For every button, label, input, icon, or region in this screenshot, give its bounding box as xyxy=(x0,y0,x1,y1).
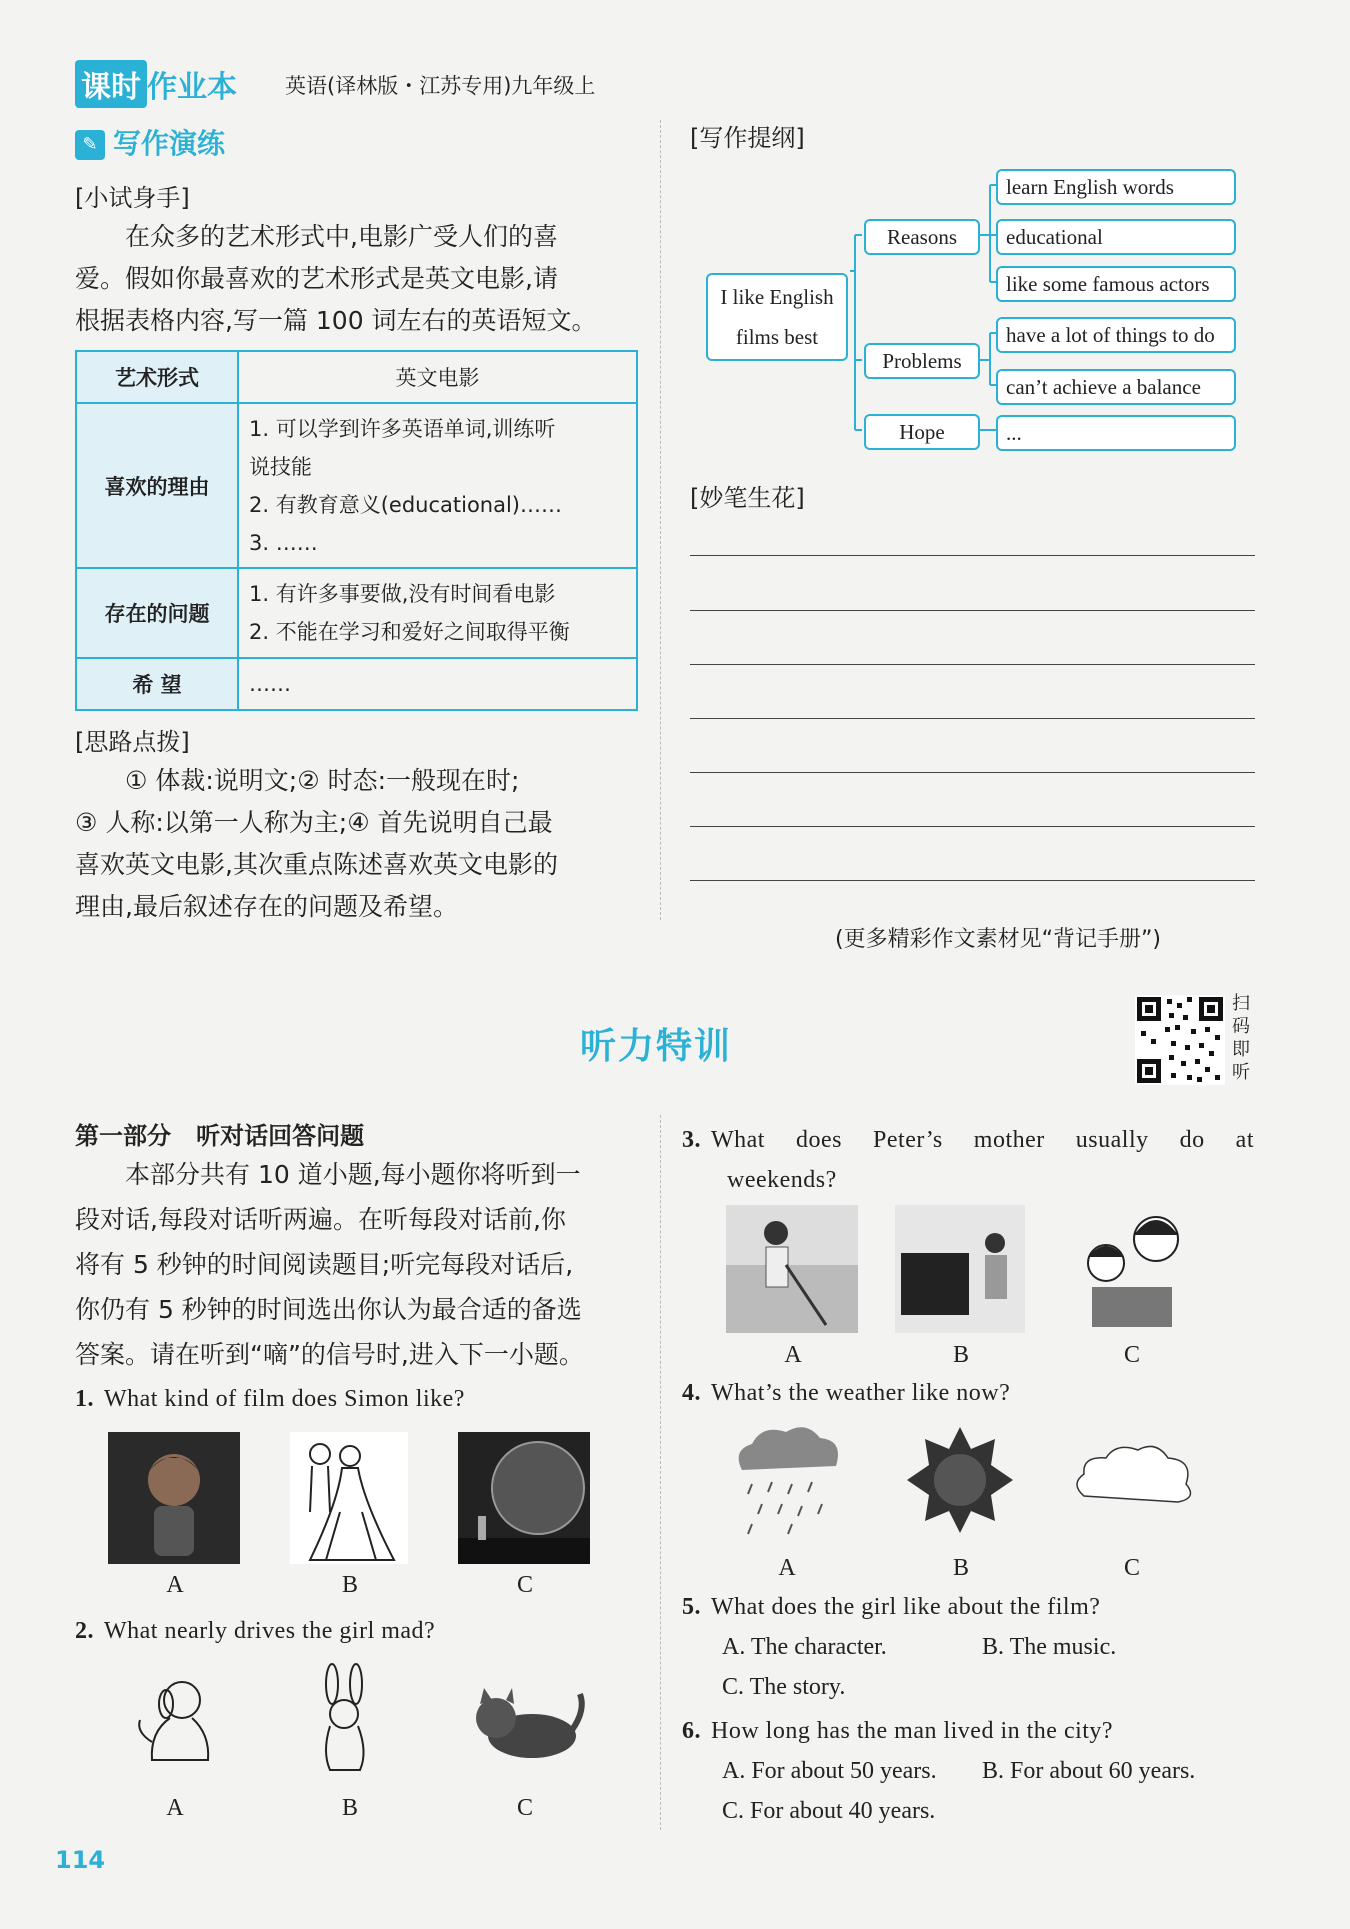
option-label: A xyxy=(166,1795,184,1821)
option-3c-reading-image[interactable] xyxy=(1062,1205,1202,1333)
question-4: 4. What’s the weather like now? xyxy=(682,1380,1011,1406)
outline-leaf: have a lot of things to do xyxy=(996,317,1236,353)
part-title: 第一部分 听对话回答问题 xyxy=(75,1122,365,1150)
option-label: B xyxy=(341,1572,358,1598)
option-label: B xyxy=(341,1795,358,1821)
outline-leaf: learn English words xyxy=(996,169,1236,205)
option-label: C xyxy=(516,1795,533,1821)
writing-line[interactable] xyxy=(690,718,1255,719)
question-6: 6. How long has the man lived in the city? xyxy=(682,1718,1114,1744)
outline-hope: Hope xyxy=(864,414,980,450)
outline-leaf: can’t achieve a balance xyxy=(996,369,1236,405)
outline-leaf: ... xyxy=(996,415,1236,451)
scan-to-listen: 扫 码 即 听 xyxy=(1232,993,1250,1083)
option-2b-rabbit-image[interactable] xyxy=(300,1662,390,1777)
tips-label: [思路点拨] xyxy=(75,728,190,756)
question-2: 2. What nearly drives the girl mad? xyxy=(75,1618,436,1644)
column-divider xyxy=(660,1115,661,1830)
option-label: B xyxy=(952,1342,969,1368)
requirement-table xyxy=(75,350,638,711)
option-label: A xyxy=(778,1555,796,1581)
q6-option-c[interactable]: C. For about 40 years. xyxy=(722,1798,936,1824)
outline-leaf: educational xyxy=(996,219,1236,255)
brand-rest: 作业本 xyxy=(147,70,237,105)
table-label: 存在的问题 xyxy=(76,568,238,658)
q5-option-c[interactable]: C. The story. xyxy=(722,1674,846,1700)
qr-code-icon[interactable] xyxy=(1135,995,1225,1085)
option-1c-scifi-image[interactable] xyxy=(458,1432,590,1564)
table-label: 艺术形式 xyxy=(76,351,238,403)
option-label: C xyxy=(516,1572,533,1598)
pen-icon: ✎ xyxy=(75,130,105,160)
option-label: C xyxy=(1123,1555,1140,1581)
option-2c-cat-image[interactable] xyxy=(462,1680,590,1770)
write-label: [妙笔生花] xyxy=(690,484,805,512)
question-1: 1. What kind of film does Simon like? xyxy=(75,1386,465,1412)
option-label: C xyxy=(1123,1342,1140,1368)
writing-line[interactable] xyxy=(690,664,1255,665)
question-5: 5. What does the girl like about the film? xyxy=(682,1594,1101,1620)
option-4a-rain-icon[interactable] xyxy=(722,1420,852,1540)
writing-prompt: 在众多的艺术形式中,电影广受人们的喜 爱。假如你最喜欢的艺术形式是英文电影,请 根据表格内容,写一篇 100 词左右的英语短文。 xyxy=(75,222,597,335)
column-divider xyxy=(660,120,661,920)
table-label: 希 望 xyxy=(76,658,238,710)
option-4b-sun-icon[interactable] xyxy=(905,1425,1015,1535)
option-2a-dog-image[interactable] xyxy=(130,1672,230,1772)
outline-problems: Problems xyxy=(864,343,980,379)
writing-line[interactable] xyxy=(690,772,1255,773)
option-4c-cloud-icon[interactable] xyxy=(1070,1440,1200,1510)
listening-instructions: 本部分共有 10 道小题,每小题你将听到一 段对话,每段对话听两遍。在听每段对话前,你 将有 5 秒钟的时间阅读题目;听完每段对话后, 你仍有 5 秒钟的时间选出你认为最合适的备选 答案。请在听到“嘀”的信号时,进入下一小题。 xyxy=(75,1160,584,1369)
q5-option-a[interactable]: A. The character. xyxy=(722,1634,887,1660)
option-label: A xyxy=(166,1572,184,1598)
option-1a-animation-image[interactable] xyxy=(108,1432,240,1564)
outline-root: I like English films best xyxy=(706,273,848,361)
outline-reasons: Reasons xyxy=(864,219,980,255)
listening-title: 听力特训 xyxy=(580,1026,733,1067)
page-number: 114 xyxy=(55,1846,106,1874)
option-3a-cleaning-image[interactable] xyxy=(726,1205,858,1333)
table-cell: 英文电影 xyxy=(238,351,637,403)
q6-option-a[interactable]: A. For about 50 years. xyxy=(722,1758,937,1784)
table-cell: …… xyxy=(238,658,637,710)
question-3: 3. What does Peter’s mother usually do at weekends? xyxy=(682,1127,1254,1193)
writing-line[interactable] xyxy=(690,826,1255,827)
writing-section-title: ✎ 写作演练 xyxy=(75,122,225,162)
brand-box: 课时 xyxy=(75,60,147,108)
option-label: B xyxy=(952,1555,969,1581)
q6-option-b[interactable]: B. For about 60 years. xyxy=(982,1758,1196,1784)
tips-text: ① 体裁:说明文;② 时态:一般现在时; ③ 人称:以第一人称为主;④ 首先说明自己最 喜欢英文电影,其次重点陈述喜欢英文电影的 理由,最后叙述存在的问题及希望。 xyxy=(75,766,558,921)
option-1b-romance-image[interactable] xyxy=(290,1432,408,1564)
writing-line[interactable] xyxy=(690,610,1255,611)
option-3b-tv-image[interactable] xyxy=(895,1205,1025,1333)
try-label: [小试身手] xyxy=(75,184,190,212)
more-note: (更多精彩作文素材见“背记手册”) xyxy=(835,927,1161,952)
table-cell: 1. 有许多事要做,没有时间看电影 2. 不能在学习和爱好之间取得平衡 xyxy=(238,568,637,658)
outline-label: [写作提纲] xyxy=(690,124,805,152)
subject-title: 英语(译林版・江苏专用)九年级上 xyxy=(285,74,596,98)
writing-line[interactable] xyxy=(690,555,1255,556)
q5-option-b[interactable]: B. The music. xyxy=(982,1634,1117,1660)
brand-logo xyxy=(75,60,237,105)
outline-leaf: like some famous actors xyxy=(996,266,1236,302)
option-label: A xyxy=(784,1342,802,1368)
table-label: 喜欢的理由 xyxy=(76,403,238,568)
table-cell: 1. 可以学到许多英语单词,训练听 说技能 2. 有教育意义(educational)…… 3. …… xyxy=(238,403,637,568)
writing-line[interactable] xyxy=(690,880,1255,881)
